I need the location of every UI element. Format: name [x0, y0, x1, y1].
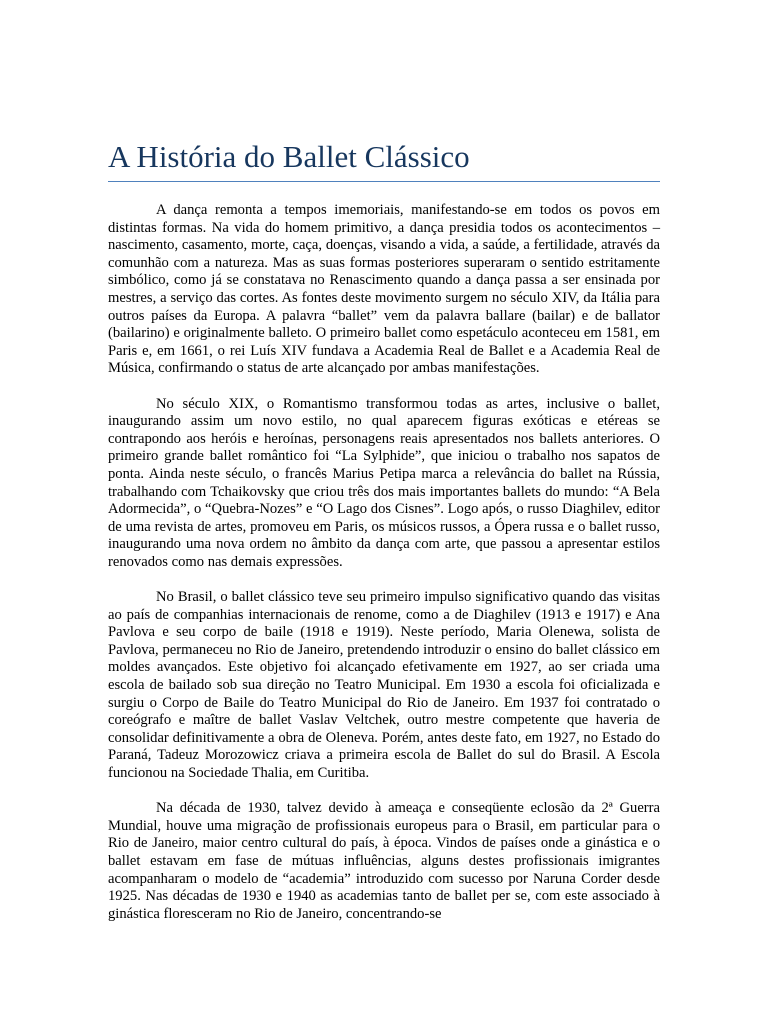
document-body: [108, 202, 660, 941]
paragraph-origins: A dança remonta a tempos imemoriais, manifestando-se em todos os povos em distintas formas. Na vida do homem primitivo, a dança presidia todos os acontecimentos – nascimento, casamento, morte, caça, doenças, visando a vida, a saúde, a fertilidade, através da comunhão com a natureza. Mas as suas formas posteriores superaram o sentido estritamente simbólico, como já se constatava no Renascimento quando a dança passa a ser ensinada por mestres, a serviço das cortes. As fontes deste movimento surgem no século XIV, da Itália para outros países da Europa. A palavra “ballet” vem da palavra ballare (bailar) e de ballator (bailarino) e originalmente balleto. O primeiro ballet como espetáculo aconteceu em 1581, em Paris e, em 1661, o rei Luís XIV fundava a Academia Real de Ballet e a Academia Real de Música, confirmando o status de arte alcançado por ambas manifestações.: [108, 202, 660, 377]
paragraph-1930s: Na década de 1930, talvez devido à ameaça e conseqüente eclosão da 2ª Guerra Mundial, houve uma migração de profissionais europeus para o Brasil, em particular para o Rio de Janeiro, maior centro cultural do país, à época. Vindos de países onde a ginástica e o ballet estavam em fase de mútuas influências, alguns destes profissionais imigrantes acompanharam o modelo de “academia” introduzido com sucesso por Naruna Corder desde 1925. Nas décadas de 1930 e 1940 as academias tanto de ballet per se, com este associado à ginástica floresceram no Rio de Janeiro, concentrando-se: [108, 800, 660, 922]
page-title: A História do Ballet Clássico: [108, 139, 470, 174]
paragraph-brazil: No Brasil, o ballet clássico teve seu primeiro impulso significativo quando das visitas ao país de companhias internacionais de renome, como a de Diaghilev (1913 e 1917) e Ana Pavlova e seu corpo de baile (1918 e 1919). Neste período, Maria Olenewa, solista de Pavlova, permaneceu no Rio de Janeiro, pretendendo introduzir o ensino do ballet clássico em moldes avançados. Este objetivo foi alcançado efetivamente em 1927, ao ser criada uma escola de bailado sob sua direção no Teatro Municipal. Em 1930 a escola foi oficializada e surgiu o Corpo de Baile do Teatro Municipal do Rio de Janeiro. Em 1937 foi contratado o coreógrafo e maître de ballet Vaslav Veltchek, outro mestre competente que haveria de consolidar definitivamente a obra de Oleneva. Porém, antes deste fato, em 1927, no Estado do Paraná, Tadeuz Morozowicz criava a primeira escola de Ballet do sul do Brasil. A Escola funcionou na Sociedade Thalia, em Curitiba.: [108, 589, 660, 781]
title-underline: [108, 181, 660, 182]
paragraph-romanticism: No século XIX, o Romantismo transformou todas as artes, inclusive o ballet, inaugurando assim um novo estilo, no qual aparecem figuras exóticas e etéreas se contrapondo aos heróis e heroínas, personagens reais apresentados nos ballets anteriores. O primeiro grande ballet romântico foi “La Sylphide”, que iniciou o trabalho nos sapatos de ponta. Ainda neste século, o francês Marius Petipa marca a relevância do ballet na Rússia, trabalhando com Tchaikovsky que criou três dos mais importantes ballets do mundo: “A Bela Adormecida”, o “Quebra-Nozes” e “O Lago dos Cisnes”. Logo após, o russo Diaghilev, editor de uma revista de artes, promoveu em Paris, os músicos russos, a Ópera russa e o ballet russo, inaugurando uma nova ordem no âmbito da dança com arte, que passou a apresentar estilos renovados como nas demais expressões.: [108, 395, 660, 570]
